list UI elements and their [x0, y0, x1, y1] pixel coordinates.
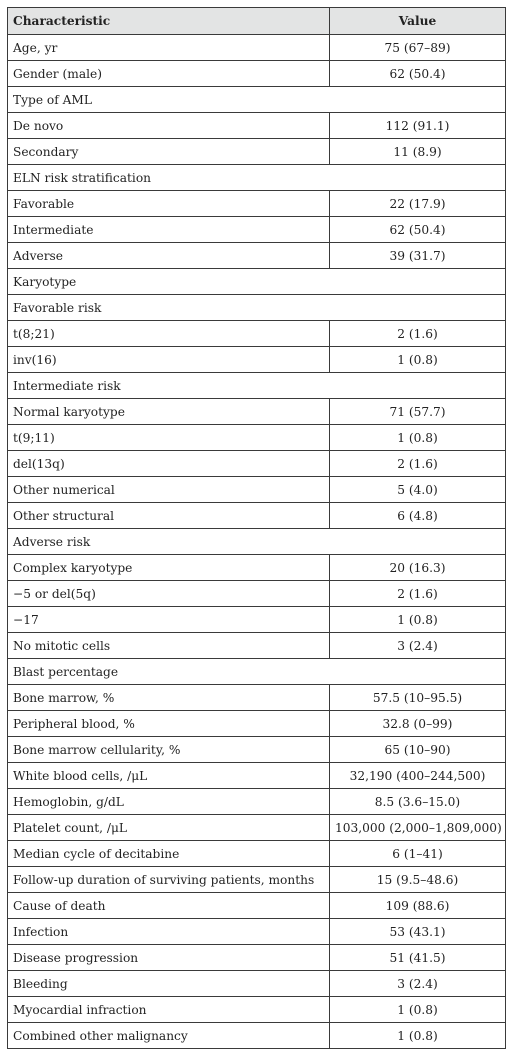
value-cell: 103,000 (2,000–1,809,000) [330, 815, 506, 841]
characteristic-cell: Platelet count, /μL [8, 815, 330, 841]
characteristic-cell: White blood cells, /μL [8, 763, 330, 789]
value-cell: 2 (1.6) [330, 451, 506, 477]
characteristic-cell: Other numerical [8, 477, 330, 503]
value-cell: 62 (50.4) [330, 61, 506, 87]
characteristic-cell: Disease progression [8, 945, 330, 971]
value-cell: 1 (0.8) [330, 425, 506, 451]
value-cell: 75 (67–89) [330, 35, 506, 61]
characteristic-cell: Bone marrow, % [8, 685, 330, 711]
section-label: Favorable risk [8, 295, 506, 321]
section-row [8, 269, 506, 295]
value-cell: 20 (16.3) [330, 555, 506, 581]
table-row [8, 451, 506, 477]
table-row [8, 815, 506, 841]
characteristic-cell: Infection [8, 919, 330, 945]
characteristic-cell: Cause of death [8, 893, 330, 919]
characteristic-cell: Follow-up duration of surviving patients, months [8, 867, 330, 893]
value-cell: 62 (50.4) [330, 217, 506, 243]
value-cell: 6 (1–41) [330, 841, 506, 867]
value-cell: 15 (9.5–48.6) [330, 867, 506, 893]
characteristic-cell: Normal karyotype [8, 399, 330, 425]
header-row [8, 8, 506, 35]
characteristic-cell: Complex karyotype [8, 555, 330, 581]
table-row [8, 477, 506, 503]
table-row [8, 425, 506, 451]
table-body [8, 35, 506, 1049]
section-row [8, 659, 506, 685]
value-cell: 112 (91.1) [330, 113, 506, 139]
characteristic-cell: Secondary [8, 139, 330, 165]
value-cell: 3 (2.4) [330, 971, 506, 997]
value-cell: 71 (57.7) [330, 399, 506, 425]
value-cell: 65 (10–90) [330, 737, 506, 763]
section-label: Blast percentage [8, 659, 506, 685]
value-cell: 57.5 (10–95.5) [330, 685, 506, 711]
header-characteristic: Characteristic [8, 8, 330, 35]
table-row [8, 139, 506, 165]
characteristics-table [7, 7, 506, 1049]
characteristic-cell: Peripheral blood, % [8, 711, 330, 737]
characteristic-cell: No mitotic cells [8, 633, 330, 659]
table-row [8, 217, 506, 243]
table-header [8, 8, 506, 35]
value-cell: 39 (31.7) [330, 243, 506, 269]
section-label: Intermediate risk [8, 373, 506, 399]
value-cell: 2 (1.6) [330, 581, 506, 607]
value-cell: 32,190 (400–244,500) [330, 763, 506, 789]
section-label: Type of AML [8, 87, 506, 113]
section-row [8, 87, 506, 113]
value-cell: 1 (0.8) [330, 607, 506, 633]
table-row [8, 399, 506, 425]
value-cell: 1 (0.8) [330, 1023, 506, 1049]
value-cell: 32.8 (0–99) [330, 711, 506, 737]
section-row [8, 529, 506, 555]
table-row [8, 737, 506, 763]
characteristic-cell: Median cycle of decitabine [8, 841, 330, 867]
table-row [8, 971, 506, 997]
section-label: Adverse risk [8, 529, 506, 555]
table-row [8, 61, 506, 87]
table-row [8, 945, 506, 971]
table-row [8, 347, 506, 373]
section-row [8, 295, 506, 321]
value-cell: 2 (1.6) [330, 321, 506, 347]
table-row [8, 685, 506, 711]
characteristic-cell: Adverse [8, 243, 330, 269]
value-cell: 1 (0.8) [330, 347, 506, 373]
characteristic-cell: del(13q) [8, 451, 330, 477]
table-row [8, 35, 506, 61]
characteristic-cell: t(9;11) [8, 425, 330, 451]
table-row [8, 841, 506, 867]
characteristic-cell: inv(16) [8, 347, 330, 373]
section-row [8, 373, 506, 399]
value-cell: 11 (8.9) [330, 139, 506, 165]
value-cell: 1 (0.8) [330, 997, 506, 1023]
table-row [8, 581, 506, 607]
table-row [8, 113, 506, 139]
characteristic-cell: Favorable [8, 191, 330, 217]
table-row [8, 633, 506, 659]
table-row [8, 997, 506, 1023]
section-label: Karyotype [8, 269, 506, 295]
value-cell: 3 (2.4) [330, 633, 506, 659]
table-row [8, 191, 506, 217]
section-row [8, 165, 506, 191]
table-row [8, 893, 506, 919]
table-row [8, 1023, 506, 1049]
characteristic-cell: Bone marrow cellularity, % [8, 737, 330, 763]
value-cell: 53 (43.1) [330, 919, 506, 945]
characteristic-cell: Intermediate [8, 217, 330, 243]
table-row [8, 503, 506, 529]
table-row [8, 789, 506, 815]
characteristic-cell: Gender (male) [8, 61, 330, 87]
table-row [8, 243, 506, 269]
section-label: ELN risk stratification [8, 165, 506, 191]
table-row [8, 867, 506, 893]
table-row [8, 555, 506, 581]
characteristic-cell: −17 [8, 607, 330, 633]
table-row [8, 321, 506, 347]
characteristic-cell: Hemoglobin, g/dL [8, 789, 330, 815]
characteristic-cell: Age, yr [8, 35, 330, 61]
characteristic-cell: Combined other malignancy [8, 1023, 330, 1049]
table-row [8, 919, 506, 945]
characteristic-cell: Other structural [8, 503, 330, 529]
characteristic-cell: Myocardial infraction [8, 997, 330, 1023]
table-row [8, 763, 506, 789]
characteristic-cell: t(8;21) [8, 321, 330, 347]
table-row [8, 711, 506, 737]
characteristic-cell: −5 or del(5q) [8, 581, 330, 607]
characteristic-cell: Bleeding [8, 971, 330, 997]
value-cell: 5 (4.0) [330, 477, 506, 503]
value-cell: 6 (4.8) [330, 503, 506, 529]
value-cell: 51 (41.5) [330, 945, 506, 971]
table-row [8, 607, 506, 633]
header-value: Value [330, 8, 506, 35]
value-cell: 22 (17.9) [330, 191, 506, 217]
value-cell: 8.5 (3.6–15.0) [330, 789, 506, 815]
value-cell: 109 (88.6) [330, 893, 506, 919]
characteristic-cell: De novo [8, 113, 330, 139]
